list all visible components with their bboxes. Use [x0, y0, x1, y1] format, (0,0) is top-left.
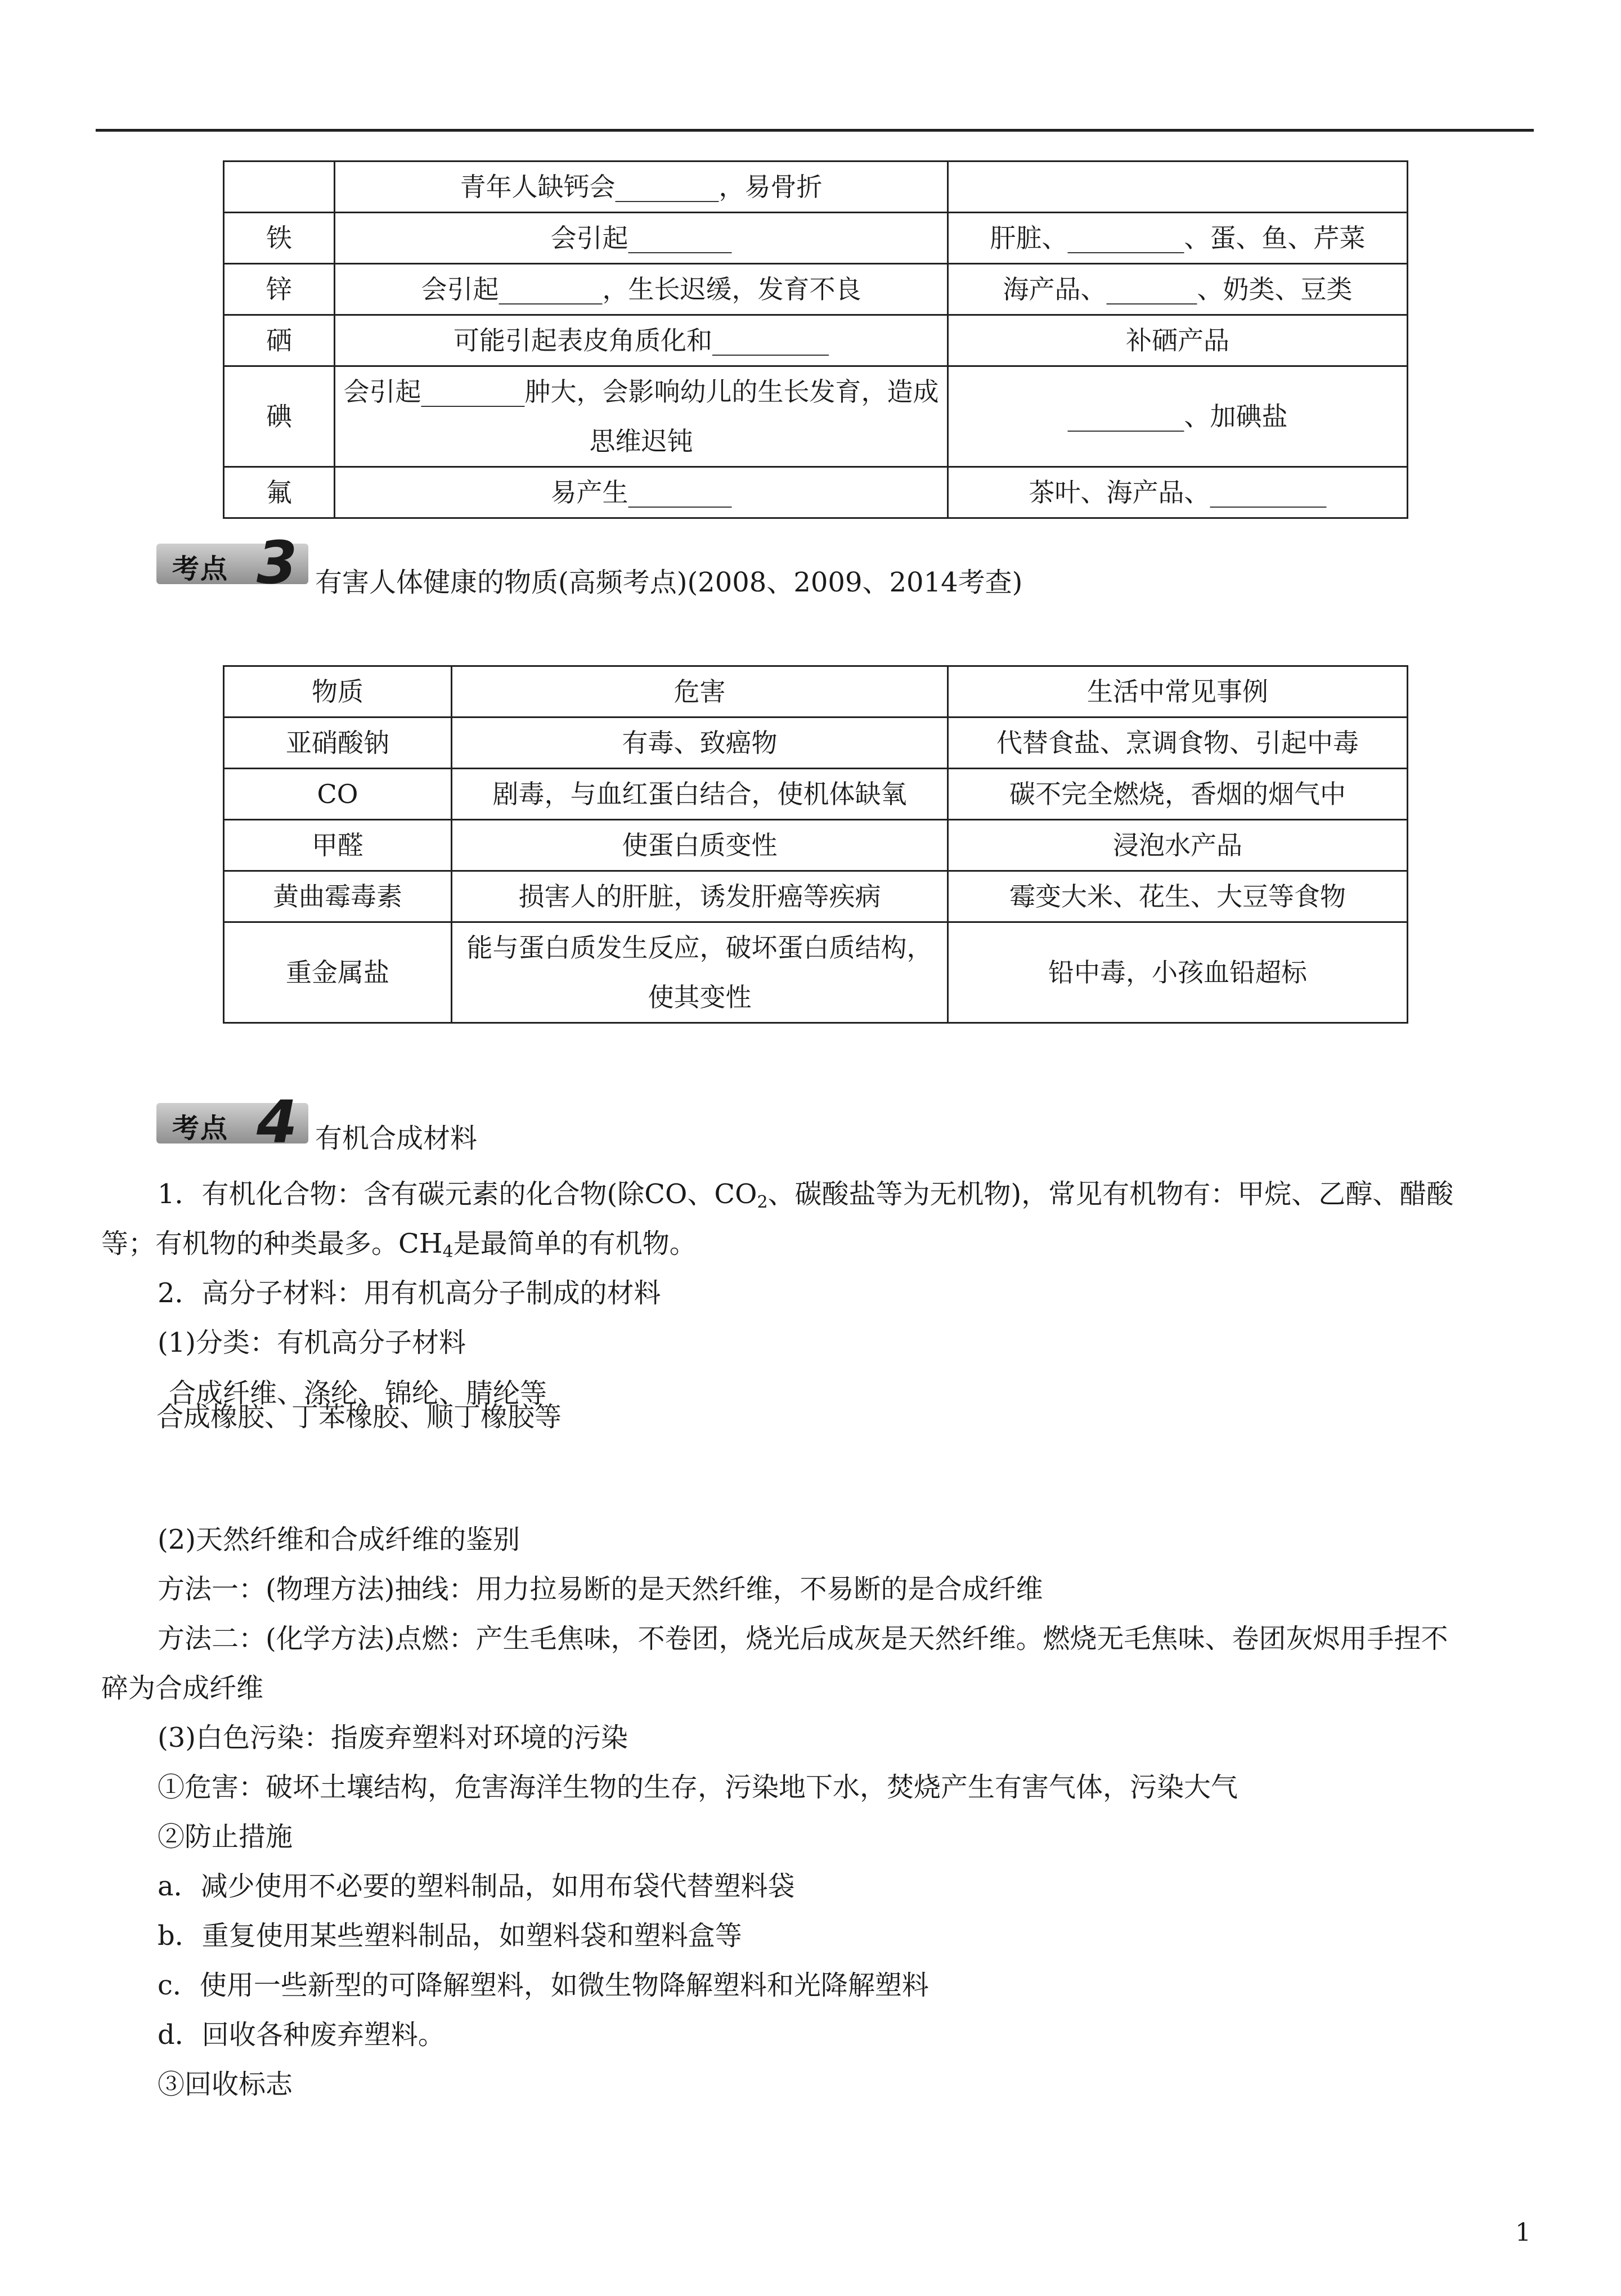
table-cell: _________、加碘盐 — [948, 366, 1408, 467]
table-cell: 氟 — [224, 467, 335, 518]
table-cell: 会引起________ — [335, 213, 948, 264]
table-cell: 可能引起表皮角质化和_________ — [335, 315, 948, 366]
list-item-d: d．回收各种废弃塑料。 — [158, 2019, 445, 2051]
table-row — [224, 467, 1408, 518]
badge-number: 3 — [257, 528, 298, 597]
list-item-b: b．重复使用某些塑料制品，如塑料袋和塑料盒等 — [158, 1920, 742, 1952]
trace-element-table — [223, 160, 1408, 519]
badge-number: 4 — [257, 1088, 298, 1156]
table-cell: 补硒产品 — [948, 315, 1408, 366]
paragraph-method-two-cont: 碎为合成纤维 — [101, 1672, 264, 1704]
harmful-substance-table — [223, 665, 1408, 1024]
section-title-3: 有害人体健康的物质(高频考点)(2008、2009、2014考查) — [315, 567, 1023, 598]
paragraph-white-pollution: (3)白色污染：指废弃塑料对环境的污染 — [158, 1722, 628, 1754]
paragraph-recycling-mark: ③回收标志 — [158, 2069, 293, 2100]
table-cell: 有毒、致癌物 — [452, 718, 948, 769]
column-header: 物质 — [224, 666, 452, 718]
section-badge-4 — [156, 1088, 308, 1156]
list-item-a: a．减少使用不必要的塑料制品，如用布袋代替塑料袋 — [158, 1871, 795, 1902]
page-number: 1 — [1515, 2218, 1531, 2247]
paragraph-method-two: 方法二：(化学方法)点燃：产生毛焦味，不卷团，烧光后成灰是天然纤维。燃烧无毛焦味、卷团灰烬用手捏不 — [158, 1623, 1448, 1654]
table-row — [224, 366, 1408, 467]
table-cell: 使蛋白质变性 — [452, 820, 948, 871]
paragraph-method-one: 方法一：(物理方法)抽线：用力拉易断的是天然纤维，不易断的是合成纤维 — [158, 1573, 1043, 1605]
table-cell: 霉变大米、花生、大豆等食物 — [948, 871, 1408, 922]
table-cell: 损害人的肝脏，诱发肝癌等疾病 — [452, 871, 948, 922]
table-row — [224, 820, 1408, 871]
table-cell: 剧毒，与血红蛋白结合，使机体缺氧 — [452, 769, 948, 820]
table-row — [224, 264, 1408, 315]
paragraph-organic-compound: 1．有机化合物：含有碳元素的化合物(除CO、$CO_2$、碳酸盐等为无机物)，常见有机物有：甲烷、乙醇、醋酸 — [158, 1178, 1454, 1212]
table-cell: 黄曲霉毒素 — [224, 871, 452, 922]
header-rule — [96, 129, 1534, 132]
paragraph-organic-compound-cont: 等；有机物的种类最多。$CH_4$是最简单的有机物。 — [101, 1228, 697, 1262]
table-cell: 亚硝酸钠 — [224, 718, 452, 769]
table-row — [224, 213, 1408, 264]
text-synthetic-fiber: 合成纤维、涤纶、锦纶、腈纶等 — [169, 1378, 547, 1409]
table-row — [224, 871, 1408, 922]
table-cell: 代替食盐、烹调食物、引起中毒 — [948, 718, 1408, 769]
table-cell: 浸泡水产品 — [948, 820, 1408, 871]
table-cell: 重金属盐 — [224, 922, 452, 1023]
column-header: 危害 — [452, 666, 948, 718]
section-title-4: 有机合成材料 — [315, 1123, 478, 1154]
paragraph-measures: ②防止措施 — [158, 1821, 293, 1853]
section-badge-3 — [156, 528, 308, 597]
table-cell — [948, 162, 1408, 213]
text-synthetic-rubber: 合成橡胶、丁苯橡胶、顺丁橡胶等 — [156, 1401, 562, 1433]
table-cell: 甲醛 — [224, 820, 452, 871]
table-cell — [224, 162, 335, 213]
table-cell: 会引起________，生长迟缓，发育不良 — [335, 264, 948, 315]
table-row — [224, 315, 1408, 366]
table-row — [224, 718, 1408, 769]
paragraph-polymer: 2．高分子材料：用有机高分子制成的材料 — [158, 1277, 661, 1309]
table-cell: CO — [224, 769, 452, 820]
paragraph-harm: ①危害：破坏土壤结构，危害海洋生物的生存，污染地下水，焚烧产生有害气体，污染大气 — [158, 1772, 1238, 1803]
table-row — [224, 922, 1408, 1023]
badge-label: 考点 — [172, 553, 229, 585]
badge-label: 考点 — [172, 1113, 229, 1144]
table-cell: 能与蛋白质发生反应，破坏蛋白质结构，使其变性 — [452, 922, 948, 1023]
table-cell: 肝脏、_________、蛋、鱼、芹菜 — [948, 213, 1408, 264]
paragraph-classification: (1)分类：有机高分子材料 — [158, 1327, 466, 1358]
table-header-row — [224, 666, 1408, 718]
table-cell: 会引起________肿大，会影响幼儿的生长发育，造成思维迟钝 — [335, 366, 948, 467]
table-cell: 铁 — [224, 213, 335, 264]
table-cell: 茶叶、海产品、_________ — [948, 467, 1408, 518]
table-cell: 碳不完全燃烧，香烟的烟气中 — [948, 769, 1408, 820]
table-cell: 硒 — [224, 315, 335, 366]
table-cell: 碘 — [224, 366, 335, 467]
paragraph-fiber-identification: (2)天然纤维和合成纤维的鉴别 — [158, 1524, 520, 1555]
table-cell: 锌 — [224, 264, 335, 315]
table-cell: 青年人缺钙会________，易骨折 — [335, 162, 948, 213]
table-row — [224, 162, 1408, 213]
table-row — [224, 769, 1408, 820]
table-cell: 易产生________ — [335, 467, 948, 518]
list-item-c: c．使用一些新型的可降解塑料，如微生物降解塑料和光降解塑料 — [158, 1970, 929, 2001]
table-cell: 铅中毒，小孩血铅超标 — [948, 922, 1408, 1023]
table-cell: 海产品、_______、奶类、豆类 — [948, 264, 1408, 315]
column-header: 生活中常见事例 — [948, 666, 1408, 718]
